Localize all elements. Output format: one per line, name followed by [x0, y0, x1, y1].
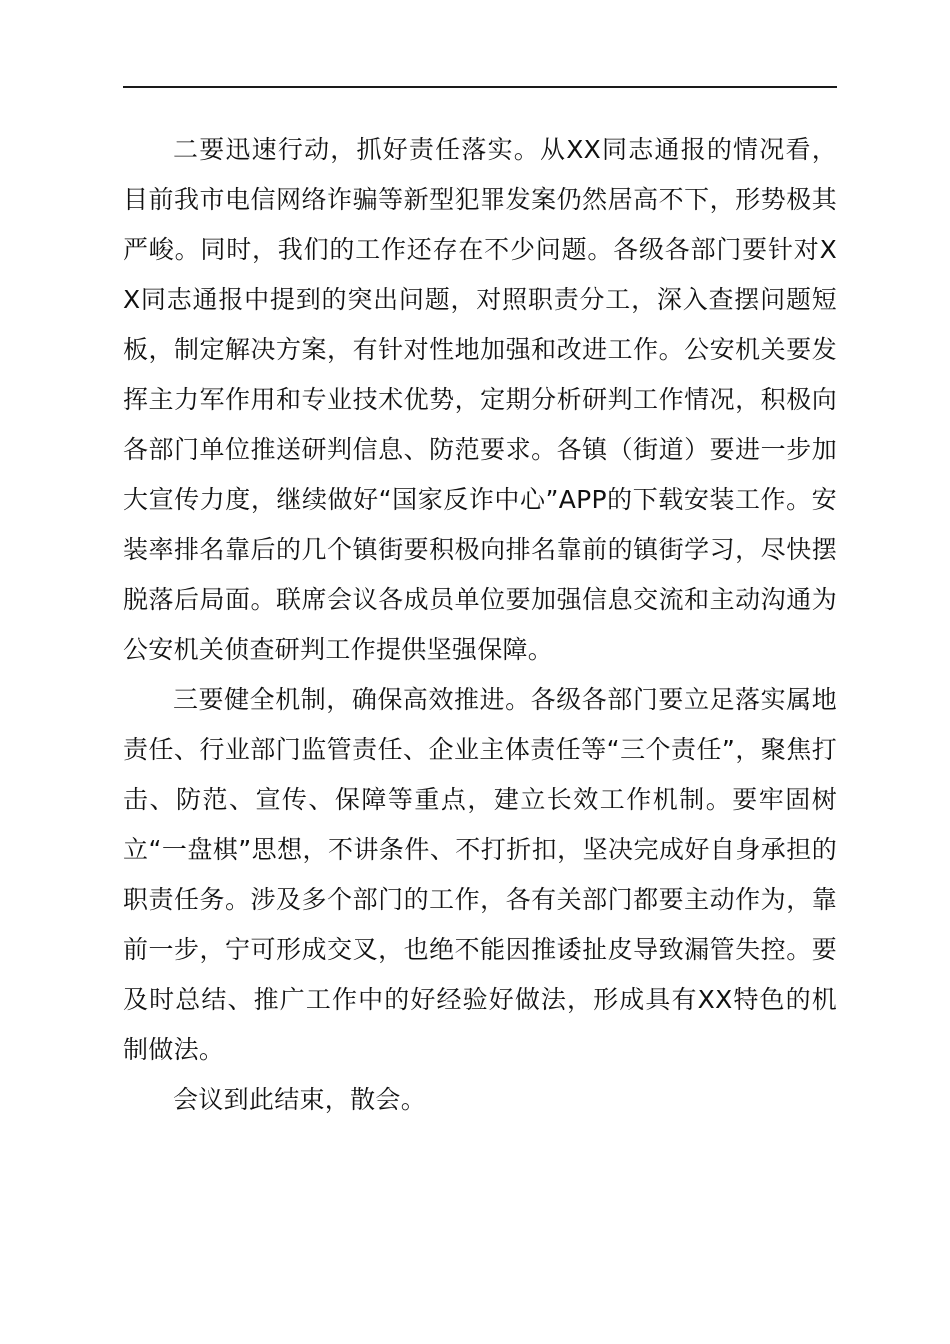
header-rule — [123, 86, 837, 88]
body-text — [123, 125, 837, 1125]
paragraph-mechanism: 三要健全机制，确保高效推进。各级各部门要立足落实属地责任、行业部门监管责任、企业主体责任等“三个责任”，聚焦打击、防范、宣传、保障等重点，建立长效工作机制。要牢固树立“一盘棋”思想，不讲条件、不打折扣，坚决完成好自身承担的职责任务。涉及多个部门的工作，各有关部门都要主动作为，靠前一步，宁可形成交叉，也绝不能因推诿扯皮导致漏管失控。要及时总结、推广工作中的好经验好做法，形成具有XX特色的机制做法。 — [123, 685, 837, 1064]
paragraph-action: 二要迅速行动，抓好责任落实。从XX同志通报的情况看，目前我市电信网络诈骗等新型犯罪发案仍然居高不下，形势极其严峻。同时，我们的工作还存在不少问题。各级各部门要针对XX同志通报中提到的突出问题，对照职责分工，深入查摆问题短板，制定解决方案，有针对性地加强和改进工作。公安机关要发挥主力军作用和专业技术优势，定期分析研判工作情况，积极向各部门单位推送研判信息、防范要求。各镇（街道）要进一步加大宣传力度，继续做好“国家反诈中心”APP的下载安装工作。安装率排名靠后的几个镇街要积极向排名靠前的镇街学习，尽快摆脱落后局面。联席会议各成员单位要加强信息交流和主动沟通为公安机关侦查研判工作提供坚强保障。 — [123, 135, 837, 664]
paragraph-closing: 会议到此结束，散会。 — [173, 1085, 427, 1114]
